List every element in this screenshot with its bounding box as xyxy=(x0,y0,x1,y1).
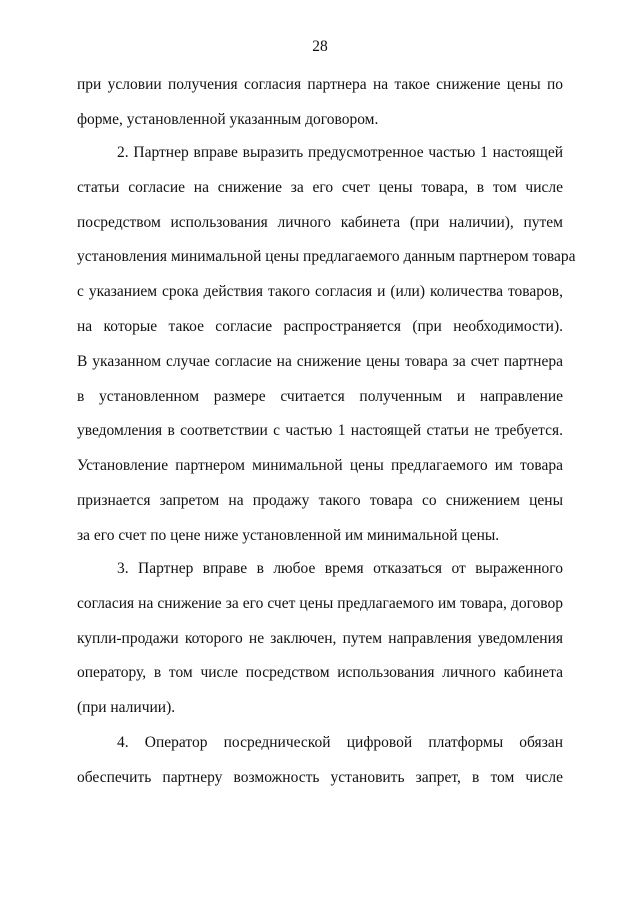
paragraph-continuation xyxy=(77,68,563,138)
text-line: признается запретом на продажу такого товара со снижением цены xyxy=(77,491,563,509)
text-line: за его счет по цене ниже установленной им минимальной цены. xyxy=(77,526,500,544)
text-line: в установленном размере считается полученным и направление xyxy=(77,387,563,405)
text-line: на которые такое согласие распространяется (при необходимости). xyxy=(77,317,563,335)
text-line: 4. Оператор посреднической цифровой платформы обязан xyxy=(117,734,563,751)
text-line: В указанном случае согласие на снижение цены товара за счет партнера xyxy=(77,352,563,370)
page-number: 28 xyxy=(312,38,328,55)
text-line: установления минимальной цены предлагаемого данным партнером товара xyxy=(77,248,576,266)
text-line: (при наличии). xyxy=(77,699,176,717)
text-line: с указанием срока действия такого согласия и (или) количества товаров, xyxy=(77,283,563,301)
text-line: 3. Партнер вправе в любое время отказаться от выраженного xyxy=(117,560,563,577)
text-line: форме, установленной указанным договором. xyxy=(77,110,379,128)
text-line: уведомления в соответствии с частью 1 настоящей статьи не требуется. xyxy=(77,422,563,440)
text-line: посредством использования личного кабинета (при наличии), путем xyxy=(77,213,563,231)
paragraph-2 xyxy=(77,136,576,554)
paragraph-4 xyxy=(77,726,563,796)
text-line: согласия на снижение за его счет цены предлагаемого им товара, договор xyxy=(77,594,563,612)
text-line: купли-продажи которого не заключен, путем направления уведомления xyxy=(77,629,563,647)
text-line: обеспечить партнеру возможность установить запрет, в том числе xyxy=(77,768,563,786)
text-line: оператору, в том числе посредством использования личного кабинета xyxy=(77,664,563,682)
text-line: статьи согласие на снижение за его счет цены товара, в том числе xyxy=(77,178,563,196)
text-line: при условии получения согласия партнера на такое снижение цены по xyxy=(77,76,563,93)
text-line: 2. Партнер вправе выразить предусмотренное частью 1 настоящей xyxy=(117,144,563,161)
paragraph-3 xyxy=(77,552,563,726)
text-line: Установление партнером минимальной цены предлагаемого им товара xyxy=(77,457,563,475)
